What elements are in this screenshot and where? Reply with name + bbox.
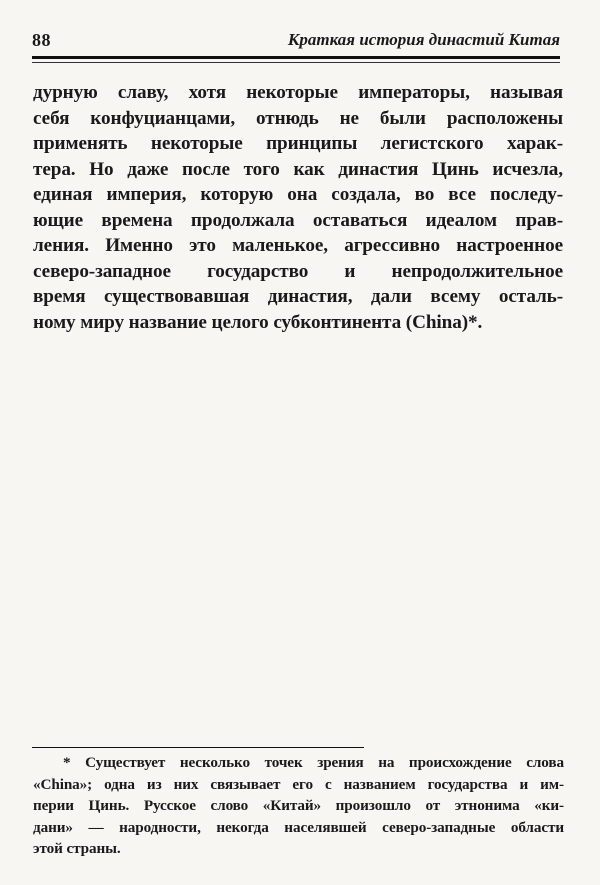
footnote-line: этой страны. — [33, 840, 121, 857]
header-rule-thick — [32, 56, 560, 59]
page-header — [32, 28, 560, 56]
body-line: время существовавшая династия, дали всему осталь- — [33, 286, 563, 307]
header-rule-thin — [32, 62, 560, 63]
footnote-line: «China»; одна из них связывает его с названием государства и им- — [33, 775, 564, 793]
body-line: применять некоторые принципы легистского харак- — [33, 133, 563, 154]
body-line: ющие времена продолжала оставаться идеалом прав- — [33, 209, 563, 231]
page-number: 88 — [32, 30, 51, 50]
body-line: тера. Но даже после того как династия Цинь исчезла, — [33, 158, 563, 180]
body-paragraph — [33, 80, 563, 335]
body-line: северо-западное государство и непродолжительное — [33, 260, 563, 282]
body-line: ления. Именно это маленькое, агрессивно настроенное — [33, 235, 563, 256]
footnote-line: * Существует несколько точек зрения на происхождение слова — [63, 754, 564, 771]
footnote-separator — [32, 747, 364, 748]
body-line: единая империя, которую она создала, во все последу- — [33, 184, 563, 205]
running-head: Краткая история династий Китая — [287, 30, 560, 49]
footnote-line: дани» — народности, некогда населявшей северо-западные области — [33, 818, 564, 836]
footnote — [33, 752, 564, 860]
footnote-line: перии Цинь. Русское слово «Китай» произошло от этнонима «ки- — [33, 797, 564, 814]
body-line: дурную славу, хотя некоторые императоры, называя — [33, 82, 563, 103]
body-line: себя конфуцианцами, отнюдь не были расположены — [33, 107, 563, 129]
body-line: ному миру название целого субконтинента (China)*. — [33, 311, 483, 333]
